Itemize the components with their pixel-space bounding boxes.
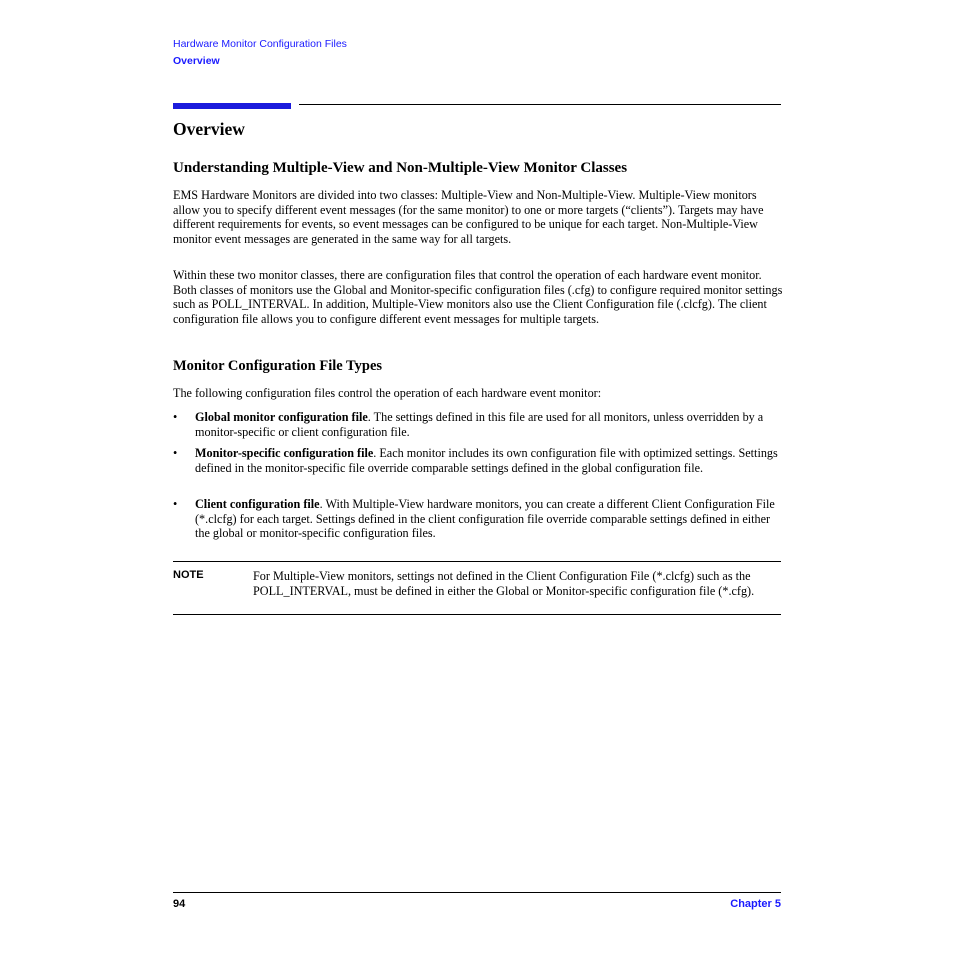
section-accent-bar: [173, 103, 291, 109]
header-divider: [299, 104, 781, 105]
breadcrumb-current: Overview: [173, 55, 220, 67]
desc-client-config: . With Multiple-View hardware monitors, you can create a different Client Configuration File (*.clcfg) for each target. Settings defined in the client configuration file override comparable settings defined in either the global or monitor-specific configuration files.: [195, 497, 775, 541]
term-global-config: Global monitor configuration file: [195, 410, 368, 424]
bullet-icon: •: [173, 497, 178, 511]
bullet-icon: •: [173, 446, 178, 460]
desc-monitor-specific-config: . Each monitor includes its own configuration file with optimized settings. Settings defined in the monitor-specific file override comparable settings defined in the global configuration file.: [195, 446, 778, 475]
page-number: 94: [173, 898, 186, 910]
bullet-icon: •: [173, 410, 178, 424]
desc-global-config: . The settings defined in this file are used for all monitors, unless overridden by a monitor-specific or client configuration file.: [195, 410, 764, 439]
note-divider-bottom: [173, 614, 781, 615]
breadcrumb-section: Hardware Monitor Configuration Files: [173, 38, 347, 50]
section-heading-file-types: Monitor Configuration File Types: [173, 358, 383, 374]
paragraph-monitor-classes: EMS Hardware Monitors are divided into two classes: Multiple-View and Non-Multiple-View. Multiple-View monitors allow you to specify different event messages (for the same monitor) to one or more targets (“clients”). Targets may have different requirements for events, so event messages can be configured to be unique for each target. Non-Multiple-View monitor event messages are generated in the same way for all targets.: [173, 188, 764, 246]
footer-divider: [173, 892, 781, 893]
paragraph-config-files: Within these two monitor classes, there are configuration files that control the operation of each hardware event monitor. Both classes of monitors use the Global and Monitor-specific configuration files (.cfg) to configure required monitor settings such as POLL_INTERVAL. In addition, Multiple-View monitors also use the Client Configuration file (.clcfg). The client configuration file allows you to configure different event messages for multiple targets.: [173, 268, 783, 326]
subsection-title: Understanding Multiple-View and Non-Multiple-View Monitor Classes: [173, 160, 628, 176]
term-client-config: Client configuration file: [195, 497, 320, 511]
note-divider-top: [173, 561, 781, 562]
page-title: Overview: [173, 119, 245, 139]
note-label: NOTE: [173, 569, 204, 581]
chapter-link[interactable]: Chapter 5: [730, 898, 781, 910]
paragraph-intro: The following configuration files control the operation of each hardware event monitor:: [173, 386, 602, 400]
note-text: For Multiple-View monitors, settings not defined in the Client Configuration File (*.clcfg) such as the POLL_INTERVAL, must be defined in either the Global or Monitor-specific configuration file (*.cfg).: [253, 569, 755, 598]
term-monitor-specific-config: Monitor-specific configuration file: [195, 446, 374, 460]
